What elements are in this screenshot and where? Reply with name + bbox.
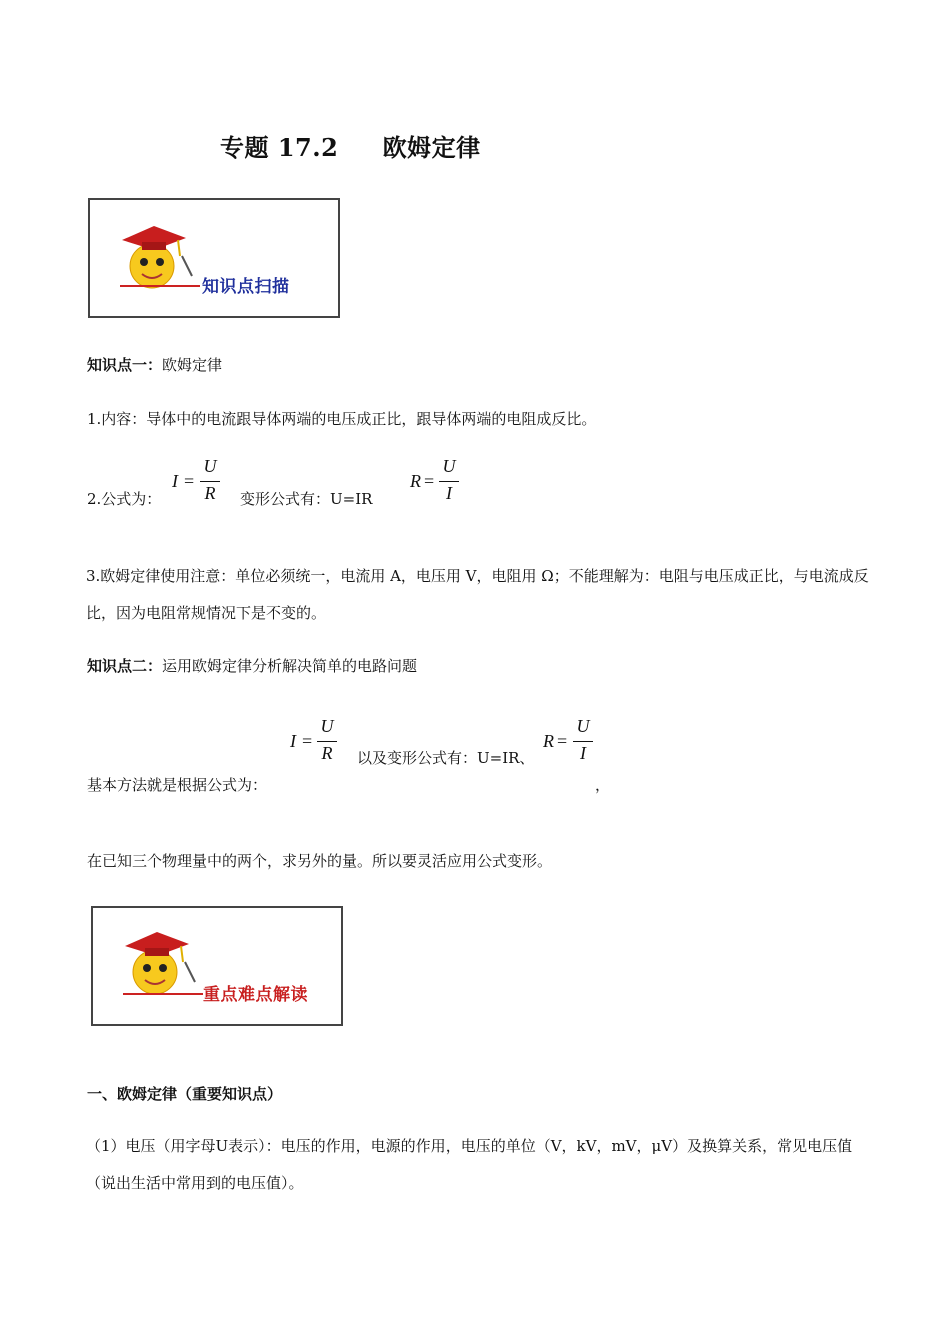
page-title: 专题 17.2 欧姆定律 bbox=[220, 133, 481, 162]
method-prefix: 基本方法就是根据公式为： bbox=[87, 776, 268, 794]
equals-sign: = bbox=[557, 731, 568, 751]
banner-rule bbox=[123, 993, 203, 995]
sentence: 在已知三个物理量中的两个，求另外的量。所以要灵活应用公式变形。 bbox=[87, 852, 553, 870]
section-heading-1: 一、欧姆定律（重要知识点） bbox=[87, 1085, 283, 1103]
fraction-bar bbox=[439, 481, 459, 482]
kp1-text: 欧姆定律 bbox=[162, 356, 223, 374]
kp1-label: 知识点一： bbox=[87, 356, 163, 374]
equals-sign: = bbox=[424, 471, 435, 491]
formula-i-equals-u-over-r bbox=[172, 456, 232, 510]
mascot-icon bbox=[115, 922, 199, 1002]
formula-r-equals-u-over-i-2 bbox=[543, 716, 603, 770]
denominator-r: R bbox=[321, 743, 333, 763]
equals-sign: = bbox=[302, 731, 313, 751]
item-1: 1.内容：导体中的电流跟导体两端的电压成正比，跟导体两端的电阻成反比。 bbox=[87, 410, 597, 428]
equals-sign: = bbox=[184, 471, 195, 491]
method-variant: 以及变形公式有：U=IR、 bbox=[357, 749, 535, 767]
method-comma: ， bbox=[595, 776, 611, 794]
denominator-i: I bbox=[580, 743, 586, 763]
item-2-variant: 变形公式有：U=IR bbox=[240, 490, 373, 508]
knowledge-point-2 bbox=[87, 656, 417, 677]
banner-label: 重点难点解读 bbox=[203, 985, 308, 1005]
banner-rule bbox=[120, 285, 200, 287]
numerator-u: U bbox=[320, 716, 334, 736]
key-points-banner bbox=[91, 906, 343, 1026]
paragraph-1: （1）电压（用字母U表示）：电压的作用，电源的作用，电压的单位（V，kV，mV，μV）及换算关系，常见电压值（说出生活中常用到的电压值）。 bbox=[86, 1137, 853, 1192]
formula-r-equals-u-over-i bbox=[410, 456, 470, 510]
kp2-text: 运用欧姆定律分析解决简单的电路问题 bbox=[162, 657, 418, 675]
numerator-u: U bbox=[442, 456, 456, 476]
knowledge-point-1 bbox=[87, 355, 222, 376]
fraction-bar bbox=[200, 481, 220, 482]
formula-i-equals-u-over-r-2 bbox=[290, 716, 350, 770]
numerator-u: U bbox=[576, 716, 590, 736]
var-i: I bbox=[290, 731, 296, 751]
item-2-prefix: 2.公式为： bbox=[87, 490, 162, 508]
fraction-bar bbox=[573, 741, 593, 742]
var-r: R bbox=[410, 471, 421, 491]
kp2-label: 知识点二： bbox=[87, 657, 163, 675]
var-i: I bbox=[172, 471, 178, 491]
knowledge-scan-banner bbox=[88, 198, 340, 318]
item-3: 3.欧姆定律使用注意：单位必须统一，电流用 A，电压用 V，电阻用 Ω；不能理解为：电阻与电压成正比，与电流成反比，因为电阻常规情况下是不变的。 bbox=[86, 567, 869, 622]
numerator-u: U bbox=[203, 456, 217, 476]
var-r: R bbox=[543, 731, 554, 751]
banner-label: 知识点扫描 bbox=[202, 277, 290, 297]
mascot-icon bbox=[112, 216, 196, 296]
denominator-r: R bbox=[204, 483, 216, 503]
denominator-i: I bbox=[446, 483, 452, 503]
fraction-bar bbox=[317, 741, 337, 742]
